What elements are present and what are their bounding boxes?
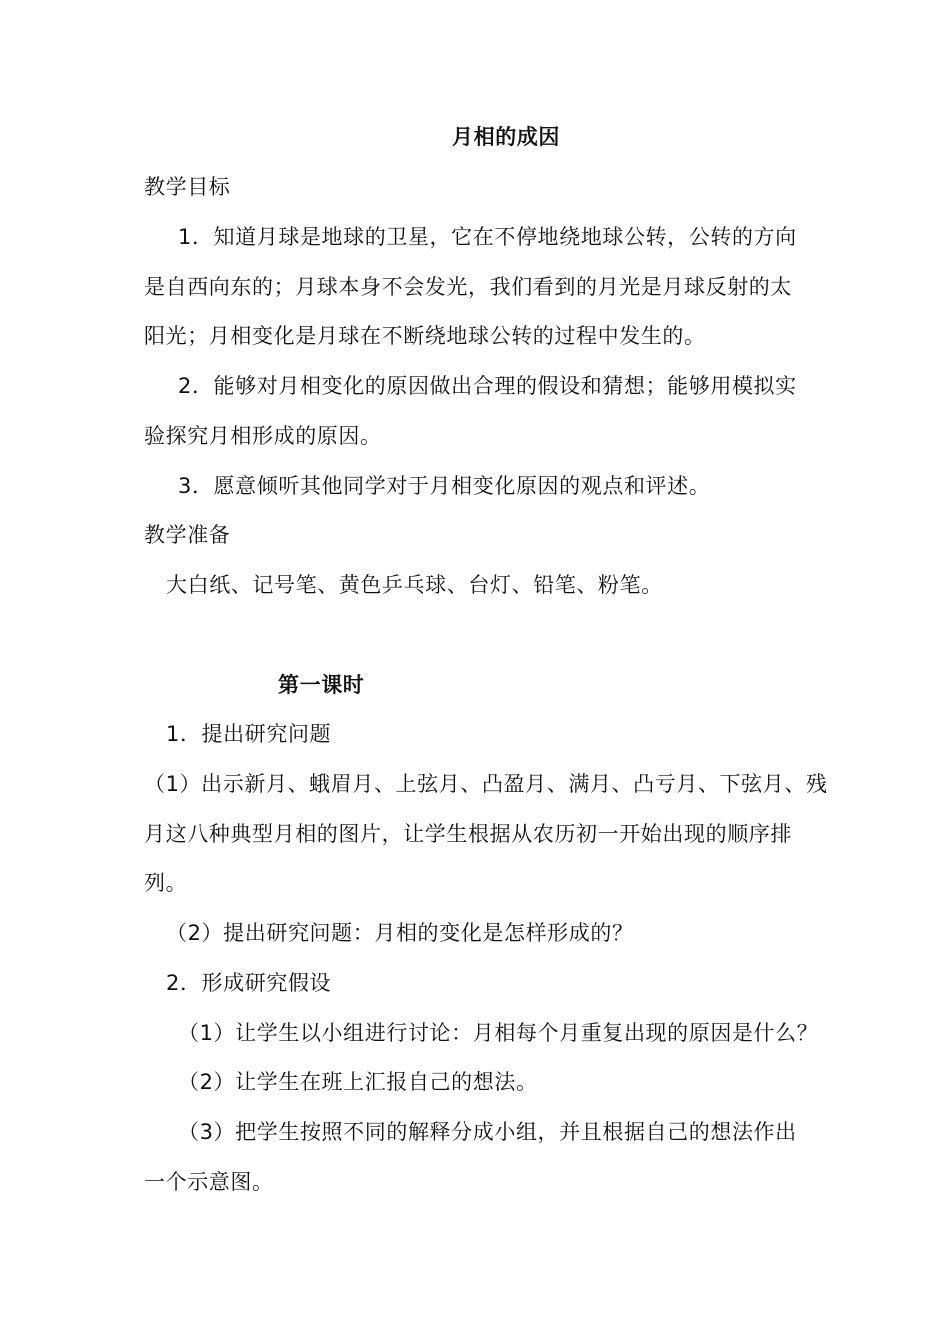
step-1-item-1-line-2: 月这八种典型月相的图片，让学生根据从农历初一开始出现的顺序排 <box>144 822 792 846</box>
lesson-1-heading: 第一课时 <box>278 673 365 697</box>
step-1-item-1-line-1: （1）出示新月、蛾眉月、上弦月、凸盈月、满月、凸亏月、下弦月、残 <box>144 772 828 796</box>
step-2-item-3-line-1: （3）把学生按照不同的解释分成小组，并且根据自己的想法作出 <box>178 1120 797 1144</box>
step-1-item-1-line-3: 列。 <box>144 871 188 895</box>
goal-2-line-1: 2．能够对月相变化的原因做出合理的假设和猜想；能够用模拟实 <box>178 374 797 398</box>
prep-items: 大白纸、记号笔、黄色乒乓球、台灯、铅笔、粉笔。 <box>166 573 663 597</box>
step-2-heading: 2．形成研究假设 <box>166 971 332 995</box>
prep-heading: 教学准备 <box>144 523 231 547</box>
goals-heading: 教学目标 <box>144 175 231 199</box>
step-2-item-3-line-2: 一个示意图。 <box>144 1170 274 1194</box>
goal-2-line-2: 验探究月相形成的原因。 <box>144 424 382 448</box>
step-2-item-2: （2）让学生在班上汇报自己的想法。 <box>178 1070 538 1094</box>
goal-3-line-1: 3．愿意倾听其他同学对于月相变化原因的观点和评述。 <box>178 474 711 498</box>
step-1-heading: 1．提出研究问题 <box>166 722 332 746</box>
step-1-item-2: （2）提出研究问题：月相的变化是怎样形成的？ <box>166 921 634 945</box>
goal-1-line-1: 1．知道月球是地球的卫星，它在不停地绕地球公转，公转的方向 <box>178 225 797 249</box>
document-title: 月相的成因 <box>452 125 560 149</box>
goal-1-line-3: 阳光；月相变化是月球在不断绕地球公转的过程中发生的。 <box>144 324 706 348</box>
goal-1-line-2: 是自西向东的；月球本身不会发光，我们看到的月光是月球反射的太 <box>144 275 792 299</box>
step-2-item-1: （1）让学生以小组进行讨论：月相每个月重复出现的原因是什么？ <box>178 1021 819 1045</box>
